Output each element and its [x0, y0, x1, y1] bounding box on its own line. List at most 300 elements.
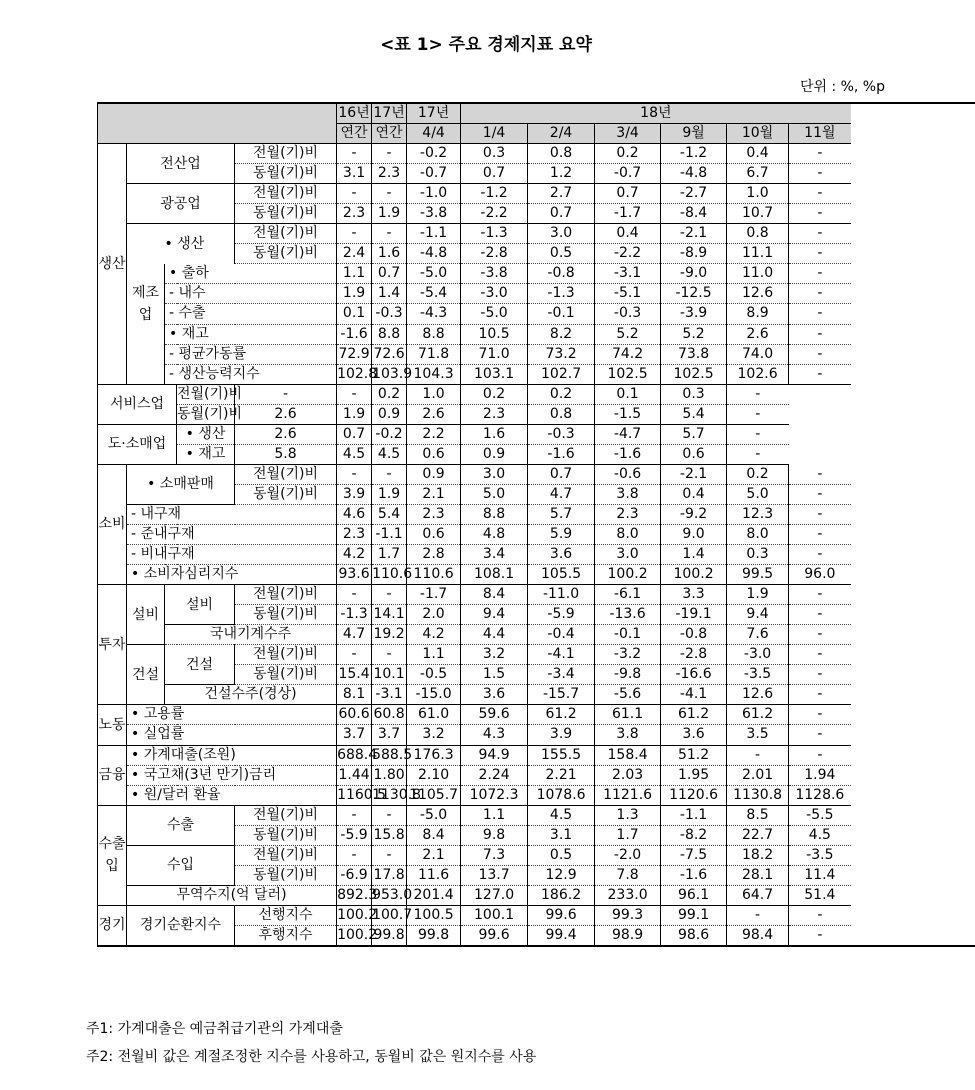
- row-label: - 비내구재: [127, 545, 337, 565]
- value-cell: 2.01: [727, 765, 789, 785]
- value-cell: -4.3: [407, 304, 461, 324]
- value-cell: 61.2: [727, 705, 789, 725]
- value-cell: -3.9: [661, 304, 727, 324]
- value-cell: 12.6: [727, 284, 789, 304]
- value-cell: 1078.6: [528, 785, 595, 805]
- value-cell: 5.4: [372, 504, 407, 524]
- value-cell: -6.9: [337, 865, 372, 885]
- value-cell: 8.8: [407, 324, 461, 344]
- value-cell: -: [337, 184, 372, 204]
- section-groups.equip_line1: 설비: [165, 585, 235, 625]
- value-cell: 99.4: [528, 925, 595, 946]
- value-cell: 9.4: [727, 605, 789, 625]
- value-cell: -: [789, 164, 851, 184]
- table-row: [98, 284, 975, 304]
- value-cell: 1.80: [372, 765, 407, 785]
- table-row: [98, 444, 975, 464]
- value-cell: 13.7: [461, 865, 528, 885]
- value-cell: -3.8: [461, 264, 528, 284]
- row-label: 동월(기)비: [235, 665, 337, 685]
- table-row: [98, 404, 975, 424]
- row-label: 전월(기)비: [235, 464, 337, 484]
- value-cell: -2.2: [461, 204, 528, 224]
- value-cell: 71.8: [407, 344, 461, 364]
- footnote-1: 주1: 가계대출은 예금취급기관의 가계대출: [86, 1021, 343, 1037]
- value-cell: -0.2: [372, 424, 407, 444]
- section-groups.import: 수입: [127, 845, 235, 885]
- value-cell: 0.6: [661, 444, 727, 464]
- value-cell: -: [789, 745, 851, 765]
- value-cell: 0.7: [372, 264, 407, 284]
- value-cell: 60.8: [372, 705, 407, 725]
- value-cell: 0.8: [528, 404, 595, 424]
- header-16y: 16년: [337, 103, 372, 124]
- value-cell: 0.4: [727, 144, 789, 164]
- value-cell: -6.1: [595, 585, 661, 605]
- table-row: [98, 264, 975, 284]
- value-cell: 233.0: [595, 885, 661, 905]
- section-sections.business: 경기: [98, 905, 127, 946]
- section-groups.cycle: 경기순환지수: [127, 905, 235, 946]
- value-cell: 186.2: [528, 885, 595, 905]
- value-cell: 11.4: [789, 865, 851, 885]
- value-cell: -: [789, 284, 851, 304]
- table-row: [98, 344, 975, 364]
- value-cell: 100.2: [661, 565, 727, 585]
- value-cell: 105.5: [528, 565, 595, 585]
- row-label: 전월(기)비: [235, 805, 337, 825]
- value-cell: 104.3: [407, 364, 461, 384]
- value-cell: 3.0: [528, 224, 595, 244]
- value-cell: -: [372, 224, 407, 244]
- value-cell: 8.1: [337, 685, 372, 705]
- value-cell: 99.1: [661, 905, 727, 925]
- section-groups.retail_sales: • 소매판매: [127, 464, 235, 504]
- value-cell: -: [789, 504, 851, 524]
- value-cell: -7.5: [661, 845, 727, 865]
- value-cell: 0.8: [528, 144, 595, 164]
- row-label: 동월(기)비: [235, 605, 337, 625]
- value-cell: -1.0: [407, 184, 461, 204]
- value-cell: 3.9: [337, 484, 372, 504]
- value-cell: -3.1: [595, 264, 661, 284]
- section-sections.consumption: 소비: [98, 464, 127, 584]
- value-cell: -4.7: [595, 424, 661, 444]
- value-cell: 1121.6: [595, 785, 661, 805]
- value-cell: 8.9: [727, 304, 789, 324]
- row-label: • 고용률: [127, 705, 337, 725]
- value-cell: -: [337, 845, 372, 865]
- row-label: 건설수주(경상): [165, 685, 337, 705]
- value-cell: 110.6: [372, 565, 407, 585]
- value-cell: 0.2: [528, 384, 595, 404]
- value-cell: 0.8: [727, 224, 789, 244]
- value-cell: -: [337, 144, 372, 164]
- value-cell: 8.4: [407, 825, 461, 845]
- value-cell: 102.8: [337, 364, 372, 384]
- value-cell: 0.3: [661, 384, 727, 404]
- value-cell: 102.7: [528, 364, 595, 384]
- section-sections.trade: 수출입: [98, 805, 127, 905]
- value-cell: 5.0: [727, 484, 789, 504]
- row-label: • 재고: [177, 444, 235, 464]
- row-label: 동월(기)비: [235, 164, 337, 184]
- row-label: 동월(기)비: [177, 404, 235, 424]
- value-cell: -: [372, 184, 407, 204]
- value-cell: -: [789, 464, 851, 484]
- value-cell: -: [727, 404, 789, 424]
- row-label: 선행지수: [235, 905, 337, 925]
- value-cell: -1.5: [595, 404, 661, 424]
- value-cell: -2.8: [661, 645, 727, 665]
- value-cell: -1.1: [407, 224, 461, 244]
- value-cell: 5.8: [235, 444, 337, 464]
- value-cell: -0.5: [407, 665, 461, 685]
- section-groups.constr_line1: 건설: [165, 645, 235, 685]
- value-cell: 8.0: [727, 524, 789, 544]
- value-cell: -2.0: [595, 845, 661, 865]
- value-cell: 0.9: [461, 444, 528, 464]
- value-cell: 2.3: [461, 404, 528, 424]
- footnote-2: 주2: 전월비 값은 계절조정한 지수를 사용하고, 동월비 값은 원지수를 사용: [86, 1049, 537, 1065]
- value-cell: -1.3: [337, 605, 372, 625]
- value-cell: -4.1: [528, 645, 595, 665]
- row-label: - 평균가동률: [165, 344, 337, 364]
- value-cell: 99.8: [372, 925, 407, 946]
- row-label: • 가계대출(조원): [127, 745, 337, 765]
- value-cell: -: [789, 625, 851, 645]
- value-cell: 3.7: [372, 725, 407, 745]
- value-cell: -1.7: [595, 204, 661, 224]
- row-label: 국내기계수주: [165, 625, 337, 645]
- value-cell: 3.1: [337, 164, 372, 184]
- value-cell: -: [235, 384, 337, 404]
- value-cell: 127.0: [461, 885, 528, 905]
- value-cell: 10.5: [461, 324, 528, 344]
- value-cell: -3.2: [595, 645, 661, 665]
- value-cell: -4.8: [661, 164, 727, 184]
- value-cell: 61.2: [661, 705, 727, 725]
- value-cell: -: [789, 244, 851, 264]
- value-cell: 61.1: [595, 705, 661, 725]
- value-cell: 5.9: [528, 524, 595, 544]
- table-row: [98, 685, 975, 705]
- header-oct: 10월: [727, 124, 789, 144]
- value-cell: -15.7: [528, 685, 595, 705]
- value-cell: 2.8: [407, 545, 461, 565]
- value-cell: 1.6: [461, 424, 528, 444]
- table-row: [98, 765, 975, 785]
- table-row: [98, 464, 975, 484]
- value-cell: 8.0: [595, 524, 661, 544]
- value-cell: 1.0: [407, 384, 461, 404]
- table-row: [98, 304, 975, 324]
- value-cell: 0.7: [528, 464, 595, 484]
- value-cell: -: [789, 925, 851, 946]
- value-cell: 2.0: [407, 605, 461, 625]
- value-cell: 22.7: [727, 825, 789, 845]
- header-q1: 1/4: [461, 124, 528, 144]
- table-row: [98, 625, 975, 645]
- value-cell: -5.9: [528, 605, 595, 625]
- section-groups.services: 서비스업: [98, 384, 177, 424]
- value-cell: 4.6: [337, 504, 372, 524]
- row-label: - 준내구재: [127, 524, 337, 544]
- value-cell: 98.9: [595, 925, 661, 946]
- value-cell: -9.0: [661, 264, 727, 284]
- value-cell: 1.9: [337, 284, 372, 304]
- value-cell: 74.2: [595, 344, 661, 364]
- row-label: - 내수: [165, 284, 337, 304]
- row-label: - 내구재: [127, 504, 337, 524]
- value-cell: 9.0: [661, 524, 727, 544]
- value-cell: 7.6: [727, 625, 789, 645]
- value-cell: 3.9: [528, 725, 595, 745]
- value-cell: 2.3: [595, 504, 661, 524]
- value-cell: 2.1: [407, 845, 461, 865]
- value-cell: -11.0: [528, 585, 595, 605]
- value-cell: -1.2: [661, 144, 727, 164]
- value-cell: 1160.5: [337, 785, 372, 805]
- value-cell: -1.6: [337, 324, 372, 344]
- value-cell: 19.2: [372, 625, 407, 645]
- value-cell: -: [789, 264, 851, 284]
- value-cell: 14.1: [372, 605, 407, 625]
- value-cell: 0.2: [727, 464, 789, 484]
- value-cell: 1.7: [595, 825, 661, 845]
- row-label: 전월(기)비: [235, 184, 337, 204]
- value-cell: 4.7: [528, 484, 595, 504]
- value-cell: -: [789, 144, 851, 164]
- value-cell: -8.2: [661, 825, 727, 845]
- section-sections.labor: 노동: [98, 705, 127, 745]
- row-label: • 원/달러 환율: [127, 785, 337, 805]
- value-cell: -: [372, 805, 407, 825]
- value-cell: -: [789, 304, 851, 324]
- section-groups.equipment: 설비: [127, 585, 165, 645]
- value-cell: 72.9: [337, 344, 372, 364]
- value-cell: -0.3: [528, 424, 595, 444]
- value-cell: -: [789, 665, 851, 685]
- table-row: [98, 905, 975, 925]
- value-cell: 100.2: [337, 905, 372, 925]
- value-cell: -: [789, 324, 851, 344]
- value-cell: 1.9: [372, 484, 407, 504]
- value-cell: 61.0: [407, 705, 461, 725]
- value-cell: -5.4: [407, 284, 461, 304]
- value-cell: 3.5: [727, 725, 789, 745]
- row-label: - 생산능력지수: [165, 364, 337, 384]
- value-cell: 1.0: [727, 184, 789, 204]
- value-cell: 102.5: [661, 364, 727, 384]
- header-17y-q: 17년: [407, 103, 461, 124]
- value-cell: 5.2: [595, 324, 661, 344]
- header-row-years: [98, 103, 975, 124]
- value-cell: 1.2: [528, 164, 595, 184]
- value-cell: 1105.7: [407, 785, 461, 805]
- value-cell: 1.6: [372, 244, 407, 264]
- value-cell: 10.1: [372, 665, 407, 685]
- value-cell: 15.4: [337, 665, 372, 685]
- value-cell: 18.2: [727, 845, 789, 865]
- header-q2: 2/4: [528, 124, 595, 144]
- value-cell: -4.1: [661, 685, 727, 705]
- value-cell: 0.9: [407, 464, 461, 484]
- value-cell: -: [789, 364, 851, 384]
- value-cell: -: [789, 705, 851, 725]
- value-cell: 96.0: [789, 565, 851, 585]
- row-label: 전월(기)비: [235, 585, 337, 605]
- value-cell: 0.2: [595, 144, 661, 164]
- value-cell: 2.6: [235, 424, 337, 444]
- value-cell: 0.6: [407, 524, 461, 544]
- economic-indicators-table: [97, 102, 975, 947]
- value-cell: -2.1: [661, 464, 727, 484]
- value-cell: 0.5: [528, 244, 595, 264]
- section-sections.finance: 금융: [98, 745, 127, 805]
- value-cell: 0.4: [661, 484, 727, 504]
- table-title: <표 1> 주요 경제지표 요약: [380, 35, 592, 55]
- value-cell: 0.7: [461, 164, 528, 184]
- value-cell: -3.4: [528, 665, 595, 685]
- value-cell: 953.0: [372, 885, 407, 905]
- value-cell: 2.03: [595, 765, 661, 785]
- value-cell: 60.6: [337, 705, 372, 725]
- value-cell: 3.6: [528, 545, 595, 565]
- value-cell: 51.2: [661, 745, 727, 765]
- value-cell: 2.3: [337, 524, 372, 544]
- table-row: [98, 885, 975, 905]
- value-cell: 2.3: [337, 204, 372, 224]
- table-row: [98, 545, 975, 565]
- value-cell: 0.3: [727, 545, 789, 565]
- value-cell: 1120.6: [661, 785, 727, 805]
- table-row: [98, 504, 975, 524]
- value-cell: 100.5: [407, 905, 461, 925]
- row-label: 동월(기)비: [235, 865, 337, 885]
- row-label: • 출하: [165, 264, 337, 284]
- value-cell: 158.4: [595, 745, 661, 765]
- value-cell: -: [789, 524, 851, 544]
- value-cell: 0.7: [337, 424, 372, 444]
- table-row: [98, 565, 975, 585]
- value-cell: -: [337, 384, 372, 404]
- value-cell: -0.3: [595, 304, 661, 324]
- value-cell: -1.3: [528, 284, 595, 304]
- value-cell: -1.6: [595, 444, 661, 464]
- value-cell: 1.1: [461, 805, 528, 825]
- value-cell: -4.8: [407, 244, 461, 264]
- row-label: 전월(기)비: [177, 384, 235, 404]
- value-cell: -: [372, 144, 407, 164]
- value-cell: 2.10: [407, 765, 461, 785]
- value-cell: 100.2: [595, 565, 661, 585]
- value-cell: -: [372, 464, 407, 484]
- value-cell: -: [337, 224, 372, 244]
- value-cell: -1.6: [528, 444, 595, 464]
- table-row: [98, 845, 975, 865]
- value-cell: 2.3: [372, 164, 407, 184]
- value-cell: 8.8: [372, 324, 407, 344]
- value-cell: -15.0: [407, 685, 461, 705]
- header-corner: [98, 103, 337, 144]
- value-cell: -13.6: [595, 605, 661, 625]
- value-cell: 1.9: [337, 404, 372, 424]
- table-row: [98, 224, 975, 244]
- section-groups.retail: 도·소매업: [98, 424, 177, 464]
- value-cell: 3.8: [595, 725, 661, 745]
- value-cell: 0.3: [461, 144, 528, 164]
- value-cell: 5.2: [661, 324, 727, 344]
- value-cell: -0.6: [595, 464, 661, 484]
- value-cell: -: [727, 424, 789, 444]
- value-cell: 155.5: [528, 745, 595, 765]
- header-q4-17: 4/4: [407, 124, 461, 144]
- table-row: [98, 805, 975, 825]
- row-label: • 재고: [165, 324, 337, 344]
- row-label: 동월(기)비: [235, 484, 337, 504]
- value-cell: 0.4: [595, 224, 661, 244]
- value-cell: 73.8: [661, 344, 727, 364]
- value-cell: -0.8: [661, 625, 727, 645]
- value-cell: 11.6: [407, 865, 461, 885]
- table-row: [98, 745, 975, 765]
- value-cell: -0.4: [528, 625, 595, 645]
- header-sep: 9월: [661, 124, 727, 144]
- value-cell: 102.5: [595, 364, 661, 384]
- value-cell: 103.1: [461, 364, 528, 384]
- header-nov: 11월: [789, 124, 851, 144]
- value-cell: 3.2: [461, 645, 528, 665]
- table-row: [98, 705, 975, 725]
- value-cell: 12.6: [727, 685, 789, 705]
- value-cell: 2.6: [407, 404, 461, 424]
- value-cell: 11.0: [727, 264, 789, 284]
- value-cell: -0.7: [595, 164, 661, 184]
- value-cell: 892.3: [337, 885, 372, 905]
- value-cell: -2.7: [661, 184, 727, 204]
- row-label: 전월(기)비: [235, 645, 337, 665]
- value-cell: 3.8: [595, 484, 661, 504]
- value-cell: -0.3: [372, 304, 407, 324]
- value-cell: 2.4: [337, 244, 372, 264]
- value-cell: 7.3: [461, 845, 528, 865]
- value-cell: 59.6: [461, 705, 528, 725]
- value-cell: 3.0: [461, 464, 528, 484]
- section-groups.mining: 광공업: [127, 184, 235, 224]
- value-cell: -: [789, 645, 851, 665]
- value-cell: -: [789, 605, 851, 625]
- value-cell: 4.2: [407, 625, 461, 645]
- value-cell: -: [789, 484, 851, 504]
- value-cell: 108.1: [461, 565, 528, 585]
- value-cell: 12.3: [727, 504, 789, 524]
- value-cell: 98.4: [727, 925, 789, 946]
- header-annual-17: 연간: [372, 124, 407, 144]
- value-cell: -3.8: [407, 204, 461, 224]
- value-cell: 3.0: [595, 545, 661, 565]
- value-cell: -: [789, 685, 851, 705]
- value-cell: 1.4: [372, 284, 407, 304]
- value-cell: 176.3: [407, 745, 461, 765]
- value-cell: 3.7: [337, 725, 372, 745]
- value-cell: -9.2: [661, 504, 727, 524]
- value-cell: -5.1: [595, 284, 661, 304]
- value-cell: 51.4: [789, 885, 851, 905]
- value-cell: 4.2: [337, 545, 372, 565]
- value-cell: 2.6: [727, 324, 789, 344]
- value-cell: 0.7: [595, 184, 661, 204]
